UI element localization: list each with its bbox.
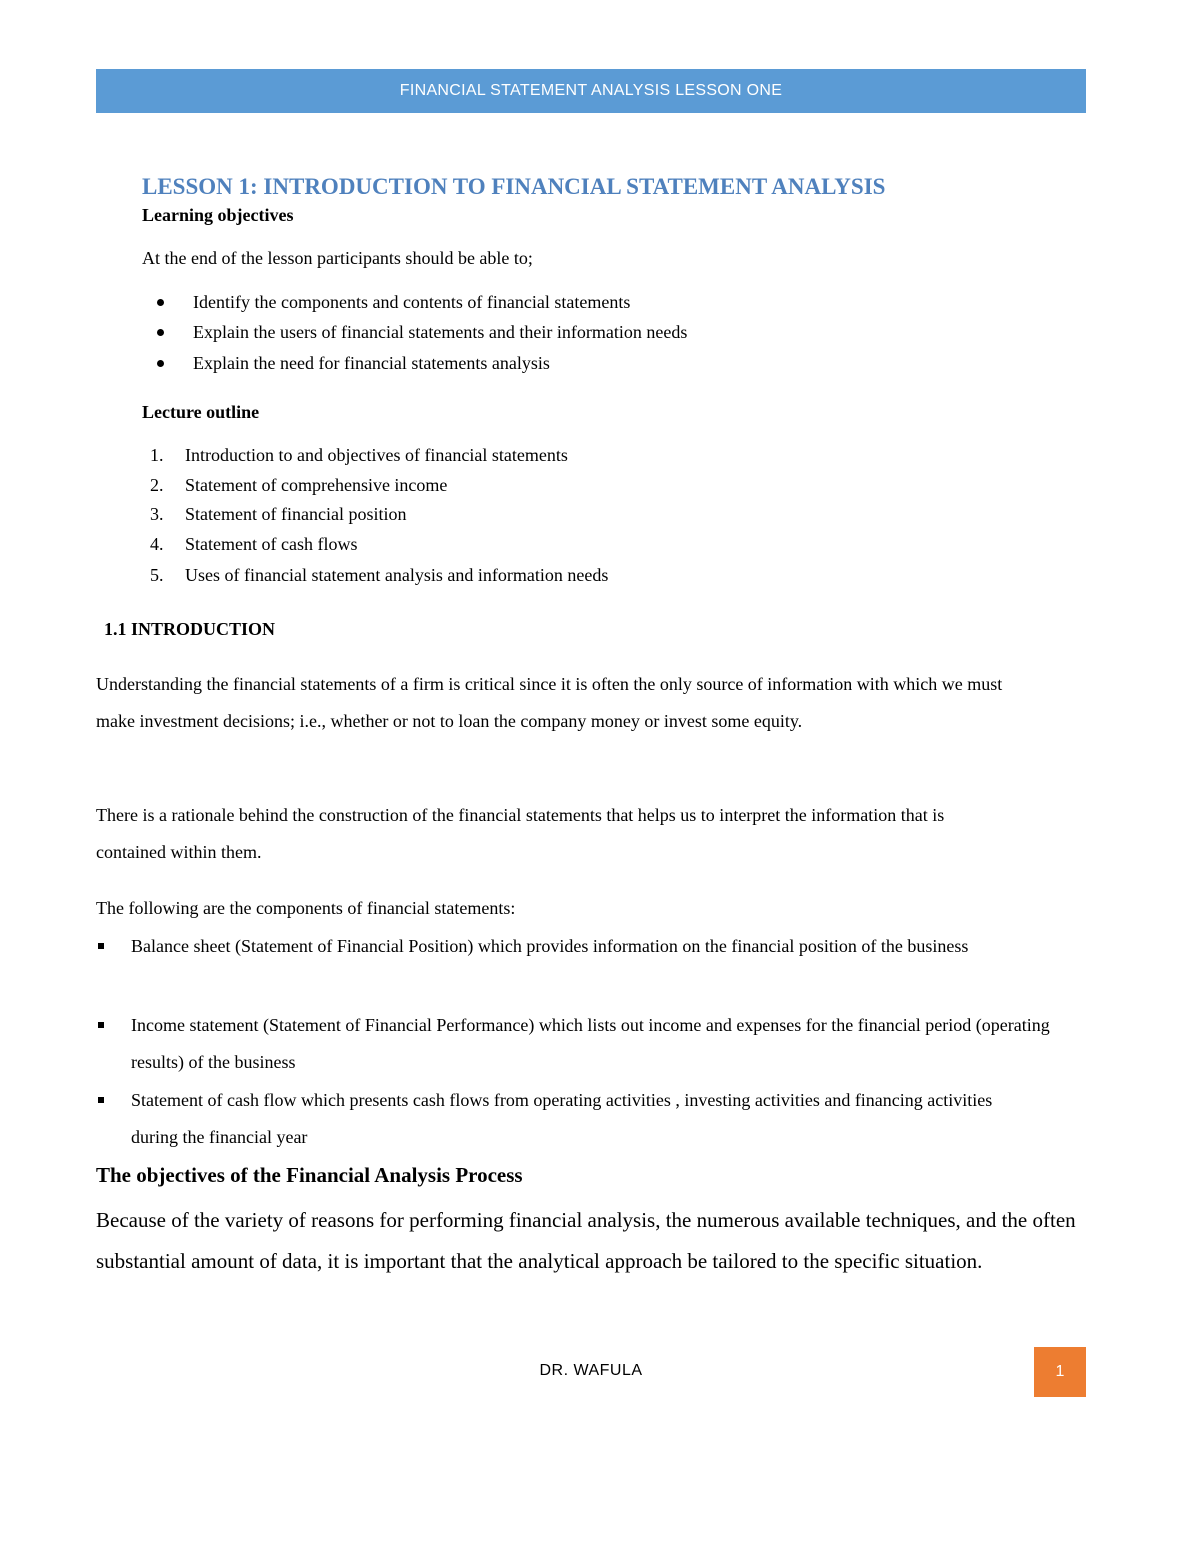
bullet-dot-icon	[157, 299, 164, 306]
bullet-dot-icon	[157, 360, 164, 367]
outline-item: Statement of cash flows	[185, 534, 358, 554]
square-bullet-icon	[98, 1097, 104, 1103]
objective-item: Explain the need for financial statements analysis	[193, 353, 550, 373]
outline-number: 3.	[150, 504, 164, 524]
page-header	[96, 69, 1086, 113]
objectives-process-heading: The objectives of the Financial Analysis Process	[96, 1163, 523, 1187]
square-bullet-icon	[98, 943, 104, 949]
section-heading: 1.1 INTRODUCTION	[104, 619, 276, 639]
page-number-badge	[1034, 1347, 1086, 1397]
lesson-title: LESSON 1: INTRODUCTION TO FINANCIAL STATEMENT ANALYSIS	[142, 174, 886, 199]
objectives-intro: At the end of the lesson participants should be able to;	[142, 248, 533, 268]
learning-objectives-heading: Learning objectives	[142, 205, 294, 225]
outline-item: Uses of financial statement analysis and information needs	[185, 565, 609, 585]
outline-item: Statement of financial position	[185, 504, 407, 524]
objectives-process-paragraph: Because of the variety of reasons for performing financial analysis, the numerous available techniques, and the often substantial amount of data, it is important that the analytical approach be tailored to the specific situation.	[96, 1208, 1076, 1273]
lecture-outline-heading: Lecture outline	[142, 402, 260, 422]
page-number: 1	[1055, 1363, 1065, 1380]
footer-author: DR. WAFULA	[539, 1362, 643, 1379]
component-item: Balance sheet (Statement of Financial Position) which provides information on the financial position of the business	[131, 936, 969, 956]
outline-number: 5.	[150, 565, 164, 585]
header-title: FINANCIAL STATEMENT ANALYSIS LESSON ONE	[399, 82, 783, 99]
intro-paragraph: Understanding the financial statements of a firm is critical since it is often the only source of information with which we must make investment decisions; i.e., whether or not to loan the company money or invest some equity.	[96, 674, 1003, 731]
bullet-dot-icon	[157, 329, 164, 336]
objective-item: Explain the users of financial statements and their information needs	[193, 322, 688, 342]
outline-item: Statement of comprehensive income	[185, 475, 448, 495]
component-item: Income statement (Statement of Financial Performance) which lists out income and expenses for the financial period (operating results) of the business	[131, 1015, 1050, 1072]
rationale-paragraph: There is a rationale behind the construction of the financial statements that helps us to interpret the information that is contained within them.	[96, 805, 945, 862]
outline-number: 2.	[150, 475, 164, 495]
outline-number: 1.	[150, 445, 164, 465]
components-intro: The following are the components of financial statements:	[96, 898, 516, 918]
square-bullet-icon	[98, 1022, 104, 1028]
outline-number: 4.	[150, 534, 164, 554]
outline-item: Introduction to and objectives of financial statements	[185, 445, 568, 465]
component-item: Statement of cash flow which presents cash flows from operating activities , investing activities and financing activities during the financial year	[131, 1090, 993, 1147]
objective-item: Identify the components and contents of financial statements	[193, 292, 631, 312]
